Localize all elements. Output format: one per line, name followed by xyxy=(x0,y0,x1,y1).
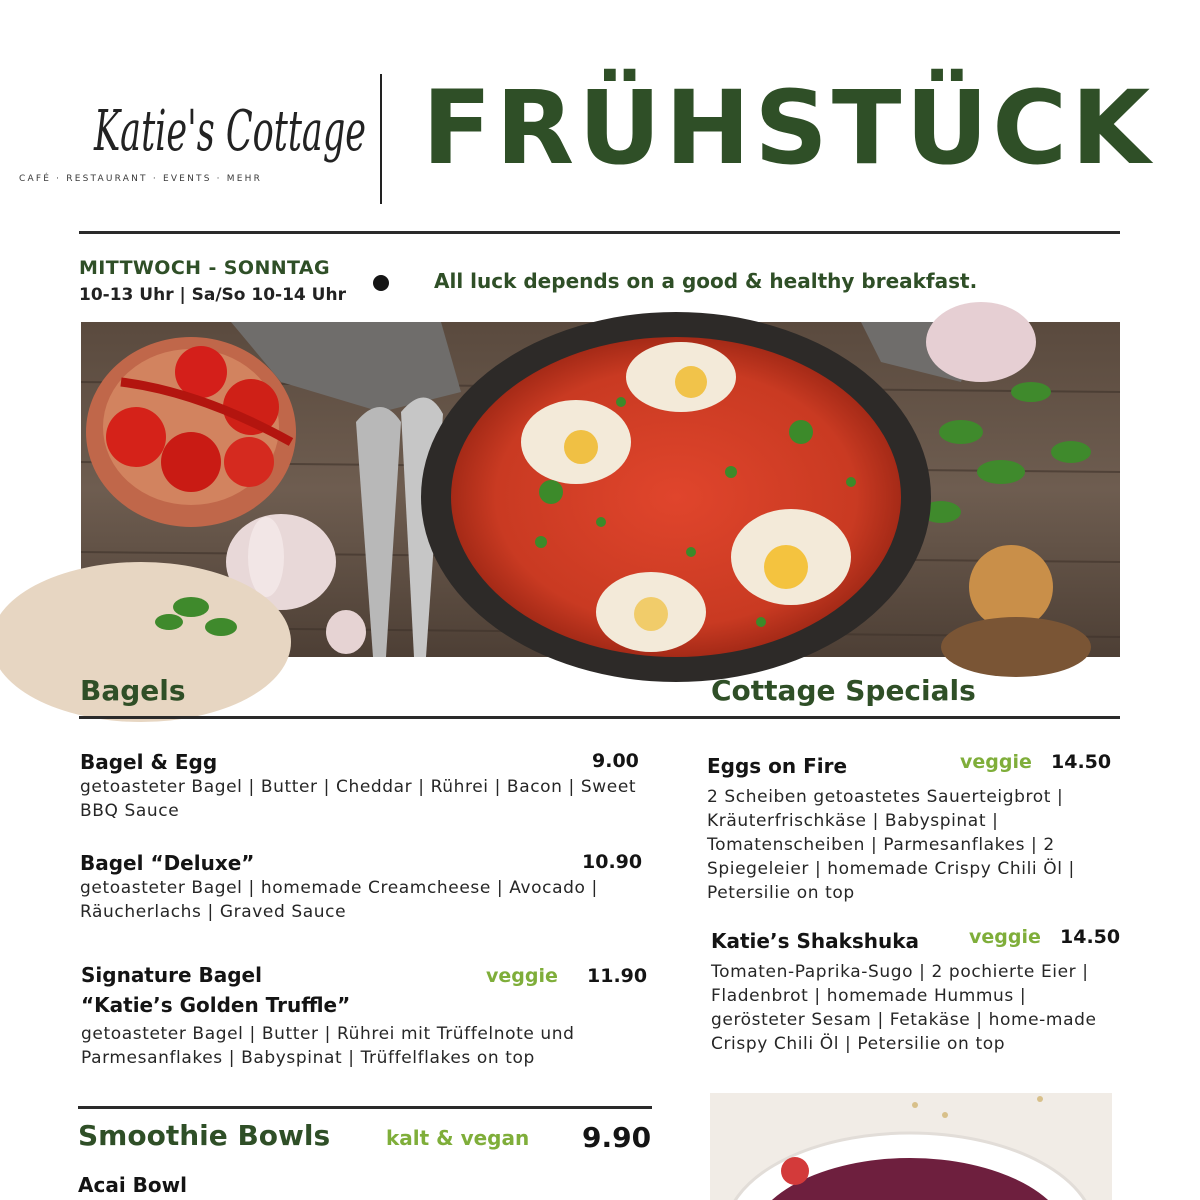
veggie-tag: veggie xyxy=(960,751,1032,773)
menu-item-price: 14.50 xyxy=(1060,926,1121,948)
page-title: FRÜHSTÜCK xyxy=(422,69,1155,188)
opening-days: MITTWOCH - SONNTAG xyxy=(79,257,331,279)
section-rule xyxy=(79,716,1120,719)
menu-item-price: 11.90 xyxy=(587,965,648,987)
menu-item-name: Signature Bagel xyxy=(81,963,262,987)
menu-item-description: getoasteter Bagel | Butter | Rührei mit Trüffelnote und Parmesanflakes | Babyspinat | Trüffelflakes on top xyxy=(81,1024,575,1068)
opening-hours: 10-13 Uhr | Sa/So 10-14 Uhr xyxy=(79,285,346,305)
menu-item-name: Bagel “Deluxe” xyxy=(80,851,255,875)
menu-item-name: Katie’s Shakshuka xyxy=(711,929,920,953)
header-divider xyxy=(380,74,382,204)
menu-item-name: Bagel & Egg xyxy=(80,750,218,774)
menu-item-price: 14.50 xyxy=(1051,751,1112,773)
motto: All luck depends on a good & healthy breakfast. xyxy=(434,269,978,293)
menu-item-name: Eggs on Fire xyxy=(707,754,848,778)
section-title-bagels: Bagels xyxy=(80,674,186,707)
kalt-vegan-tag: kalt & vegan xyxy=(386,1126,530,1150)
hero-image-shakshuka xyxy=(81,322,1120,657)
menu-item-subtitle: “Katie’s Golden Truffle” xyxy=(81,993,351,1017)
menu-item-description: getoasteter Bagel | homemade Creamcheese | Avocado | Räucherlachs | Graved Sauce xyxy=(80,878,598,922)
menu-item-name: Acai Bowl xyxy=(78,1173,187,1197)
section-title-smoothie-bowls: Smoothie Bowls xyxy=(78,1119,331,1152)
bullet-dot xyxy=(373,275,389,291)
logo-name-text: Katie's Cottage xyxy=(93,99,367,164)
smoothie-price: 9.90 xyxy=(582,1121,652,1154)
menu-item-price: 10.90 xyxy=(582,851,643,873)
menu-item-price: 9.00 xyxy=(592,750,639,772)
logo-script xyxy=(88,72,373,172)
smoothie-bowl-image xyxy=(710,1093,1112,1200)
veggie-tag: veggie xyxy=(969,926,1041,948)
smoothie-rule xyxy=(78,1106,652,1109)
veggie-tag: veggie xyxy=(486,965,558,987)
section-title-cottage-specials: Cottage Specials xyxy=(711,674,976,707)
logo-tagline: CAFÉ · RESTAURANT · EVENTS · MEHR xyxy=(19,174,263,184)
header-rule xyxy=(79,231,1120,234)
menu-item-description: 2 Scheiben getoastetes Sauerteigbrot | Kräuterfrischkäse | Babyspinat | Tomatenscheiben | Parmesanflakes | 2 Spiegeleier | homemade Crispy Chili Öl | Petersilie on top xyxy=(707,787,1075,903)
menu-item-description: Tomaten-Paprika-Sugo | 2 pochierte Eier | Fladenbrot | homemade Hummus | gerösteter Sesam | Fetakäse | home-made Crispy Chili Öl | Petersilie on top xyxy=(711,962,1097,1054)
menu-item-description: getoasteter Bagel | Butter | Cheddar | Rührei | Bacon | Sweet BBQ Sauce xyxy=(80,777,637,821)
